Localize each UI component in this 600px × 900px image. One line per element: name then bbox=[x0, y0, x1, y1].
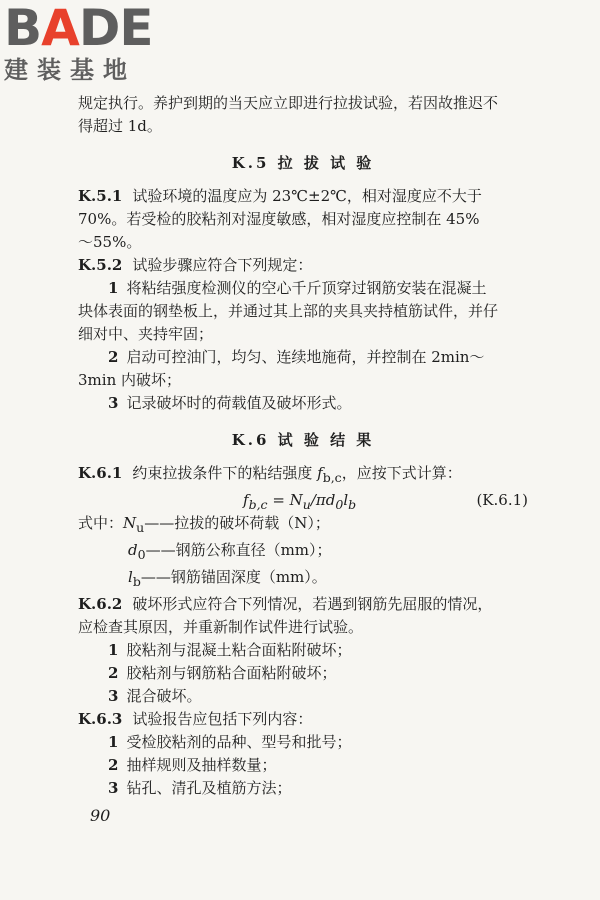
heading-k5: K.5 拉 拔 试 验 bbox=[231, 154, 375, 172]
list-item bbox=[78, 662, 528, 685]
logo-letter-a: A bbox=[41, 0, 79, 57]
formula-k61 bbox=[78, 489, 528, 512]
item-number: 2 bbox=[108, 348, 119, 366]
clause-k52 bbox=[78, 254, 528, 277]
clause-code: K.6.2 bbox=[78, 595, 123, 613]
clause-text: ～55%。 bbox=[78, 233, 142, 251]
item-text: 胶粘剂与钢筋粘合面粘附破坏； bbox=[126, 664, 337, 682]
symbol: f bbox=[317, 464, 323, 482]
formula-subscript: b,c bbox=[248, 497, 268, 512]
formula-part: = N bbox=[267, 491, 303, 509]
item-text: 受检胶粘剂的品种、型号和批号； bbox=[126, 733, 352, 751]
clause-text: 试验环境的温度应为 23℃±2℃，相对湿度应不大于 bbox=[132, 187, 482, 205]
logo-letter-b: B bbox=[4, 0, 42, 57]
def-subscript: b bbox=[132, 574, 141, 589]
formula-part: l bbox=[343, 491, 349, 509]
clause-code: K.6.1 bbox=[78, 464, 123, 482]
formula-part: f bbox=[243, 491, 249, 509]
item-text: 混合破坏。 bbox=[126, 687, 202, 705]
list-item bbox=[78, 754, 528, 777]
def-text: ——钢筋锚固深度（mm）。 bbox=[140, 568, 327, 586]
clause-k51 bbox=[78, 185, 528, 254]
def-symbol: l bbox=[128, 568, 133, 586]
symbol-definitions bbox=[78, 512, 528, 593]
logo-chinese-name: 建装基地 bbox=[4, 56, 136, 84]
item-text: 3min 内破坏； bbox=[78, 371, 181, 389]
formula-part: /πd bbox=[310, 491, 336, 509]
brand-logo bbox=[4, 2, 184, 88]
formula-subscript: b bbox=[348, 497, 357, 512]
formula-subscript: 0 bbox=[335, 497, 344, 512]
where-label: 式中： bbox=[78, 514, 124, 532]
symbol-subscript: b,c bbox=[322, 470, 342, 485]
clause-text: 应检查其原因，并重新制作试件进行试验。 bbox=[78, 618, 364, 636]
item-number: 3 bbox=[108, 687, 119, 705]
logo-letters-de: DE bbox=[78, 0, 153, 57]
clause-k63 bbox=[78, 708, 528, 731]
item-text: 块体表面的钢垫板上，并通过其上部的夹具夹持植筋试件，并仔 bbox=[78, 302, 499, 320]
document-page bbox=[78, 92, 528, 800]
page-number: 90 bbox=[90, 806, 111, 825]
item-text: 抽样规则及抽样数量； bbox=[126, 756, 277, 774]
list-item bbox=[78, 346, 528, 392]
logo-wordmark bbox=[4, 0, 184, 57]
clause-text: ，应按下式计算： bbox=[341, 464, 462, 482]
clause-k62 bbox=[78, 593, 528, 639]
def-symbol: N bbox=[123, 514, 137, 532]
def-subscript: 0 bbox=[137, 547, 146, 562]
intro-line-2: 得超过 1d。 bbox=[78, 117, 162, 135]
list-item bbox=[78, 777, 528, 800]
clause-text: 试验报告应包括下列内容： bbox=[132, 710, 313, 728]
item-text: 钻孔、清孔及植筋方法； bbox=[126, 779, 292, 797]
item-number: 2 bbox=[108, 756, 119, 774]
clause-code: K.5.2 bbox=[78, 256, 123, 274]
item-text: 细对中、夹持牢固； bbox=[78, 325, 214, 343]
item-number: 1 bbox=[108, 641, 119, 659]
item-text: 将粘结强度检测仪的空心千斤顶穿过钢筋安装在混凝土 bbox=[126, 279, 487, 297]
clause-k61 bbox=[78, 462, 528, 489]
item-number: 3 bbox=[108, 779, 119, 797]
clause-text: 约束拉拔条件下的粘结强度 bbox=[132, 464, 318, 482]
formula-expression bbox=[243, 489, 356, 516]
item-number: 1 bbox=[108, 733, 119, 751]
clause-text: 70%。若受检的胶粘剂对湿度敏感，相对湿度应控制在 45% bbox=[78, 210, 480, 228]
formula-number: (K.6.1) bbox=[476, 491, 528, 509]
list-item bbox=[78, 731, 528, 754]
intro-paragraph bbox=[78, 92, 528, 138]
list-item bbox=[78, 277, 528, 346]
intro-line-1: 规定执行。养护到期的当天应立即进行拉拔试验，若因故推迟不 bbox=[78, 94, 499, 112]
clause-code: K.6.3 bbox=[78, 710, 123, 728]
formula-subscript: u bbox=[302, 497, 311, 512]
item-number: 2 bbox=[108, 664, 119, 682]
item-text: 胶粘剂与混凝土粘合面粘附破坏； bbox=[126, 641, 352, 659]
item-number: 1 bbox=[108, 279, 119, 297]
def-subscript: u bbox=[136, 520, 145, 535]
list-item bbox=[78, 392, 528, 415]
clause-text: 破坏形式应符合下列情况，若遇到钢筋先屈服的情况， bbox=[132, 595, 493, 613]
item-number: 3 bbox=[108, 394, 119, 412]
item-text: 记录破坏时的荷载值及破坏形式。 bbox=[126, 394, 352, 412]
clause-text: 试验步骤应符合下列规定： bbox=[132, 256, 313, 274]
def-text: ——钢筋公称直径（mm）； bbox=[145, 541, 332, 559]
heading-k6: K.6 试 验 结 果 bbox=[231, 431, 375, 449]
list-item bbox=[78, 639, 528, 662]
list-item bbox=[78, 685, 528, 708]
item-text: 启动可控油门，均匀、连续地施荷，并控制在 2min～ bbox=[126, 348, 485, 366]
def-symbol: d bbox=[128, 541, 138, 559]
clause-code: K.5.1 bbox=[78, 187, 123, 205]
def-text: ——拉拔的破坏荷载（N）； bbox=[144, 514, 330, 532]
